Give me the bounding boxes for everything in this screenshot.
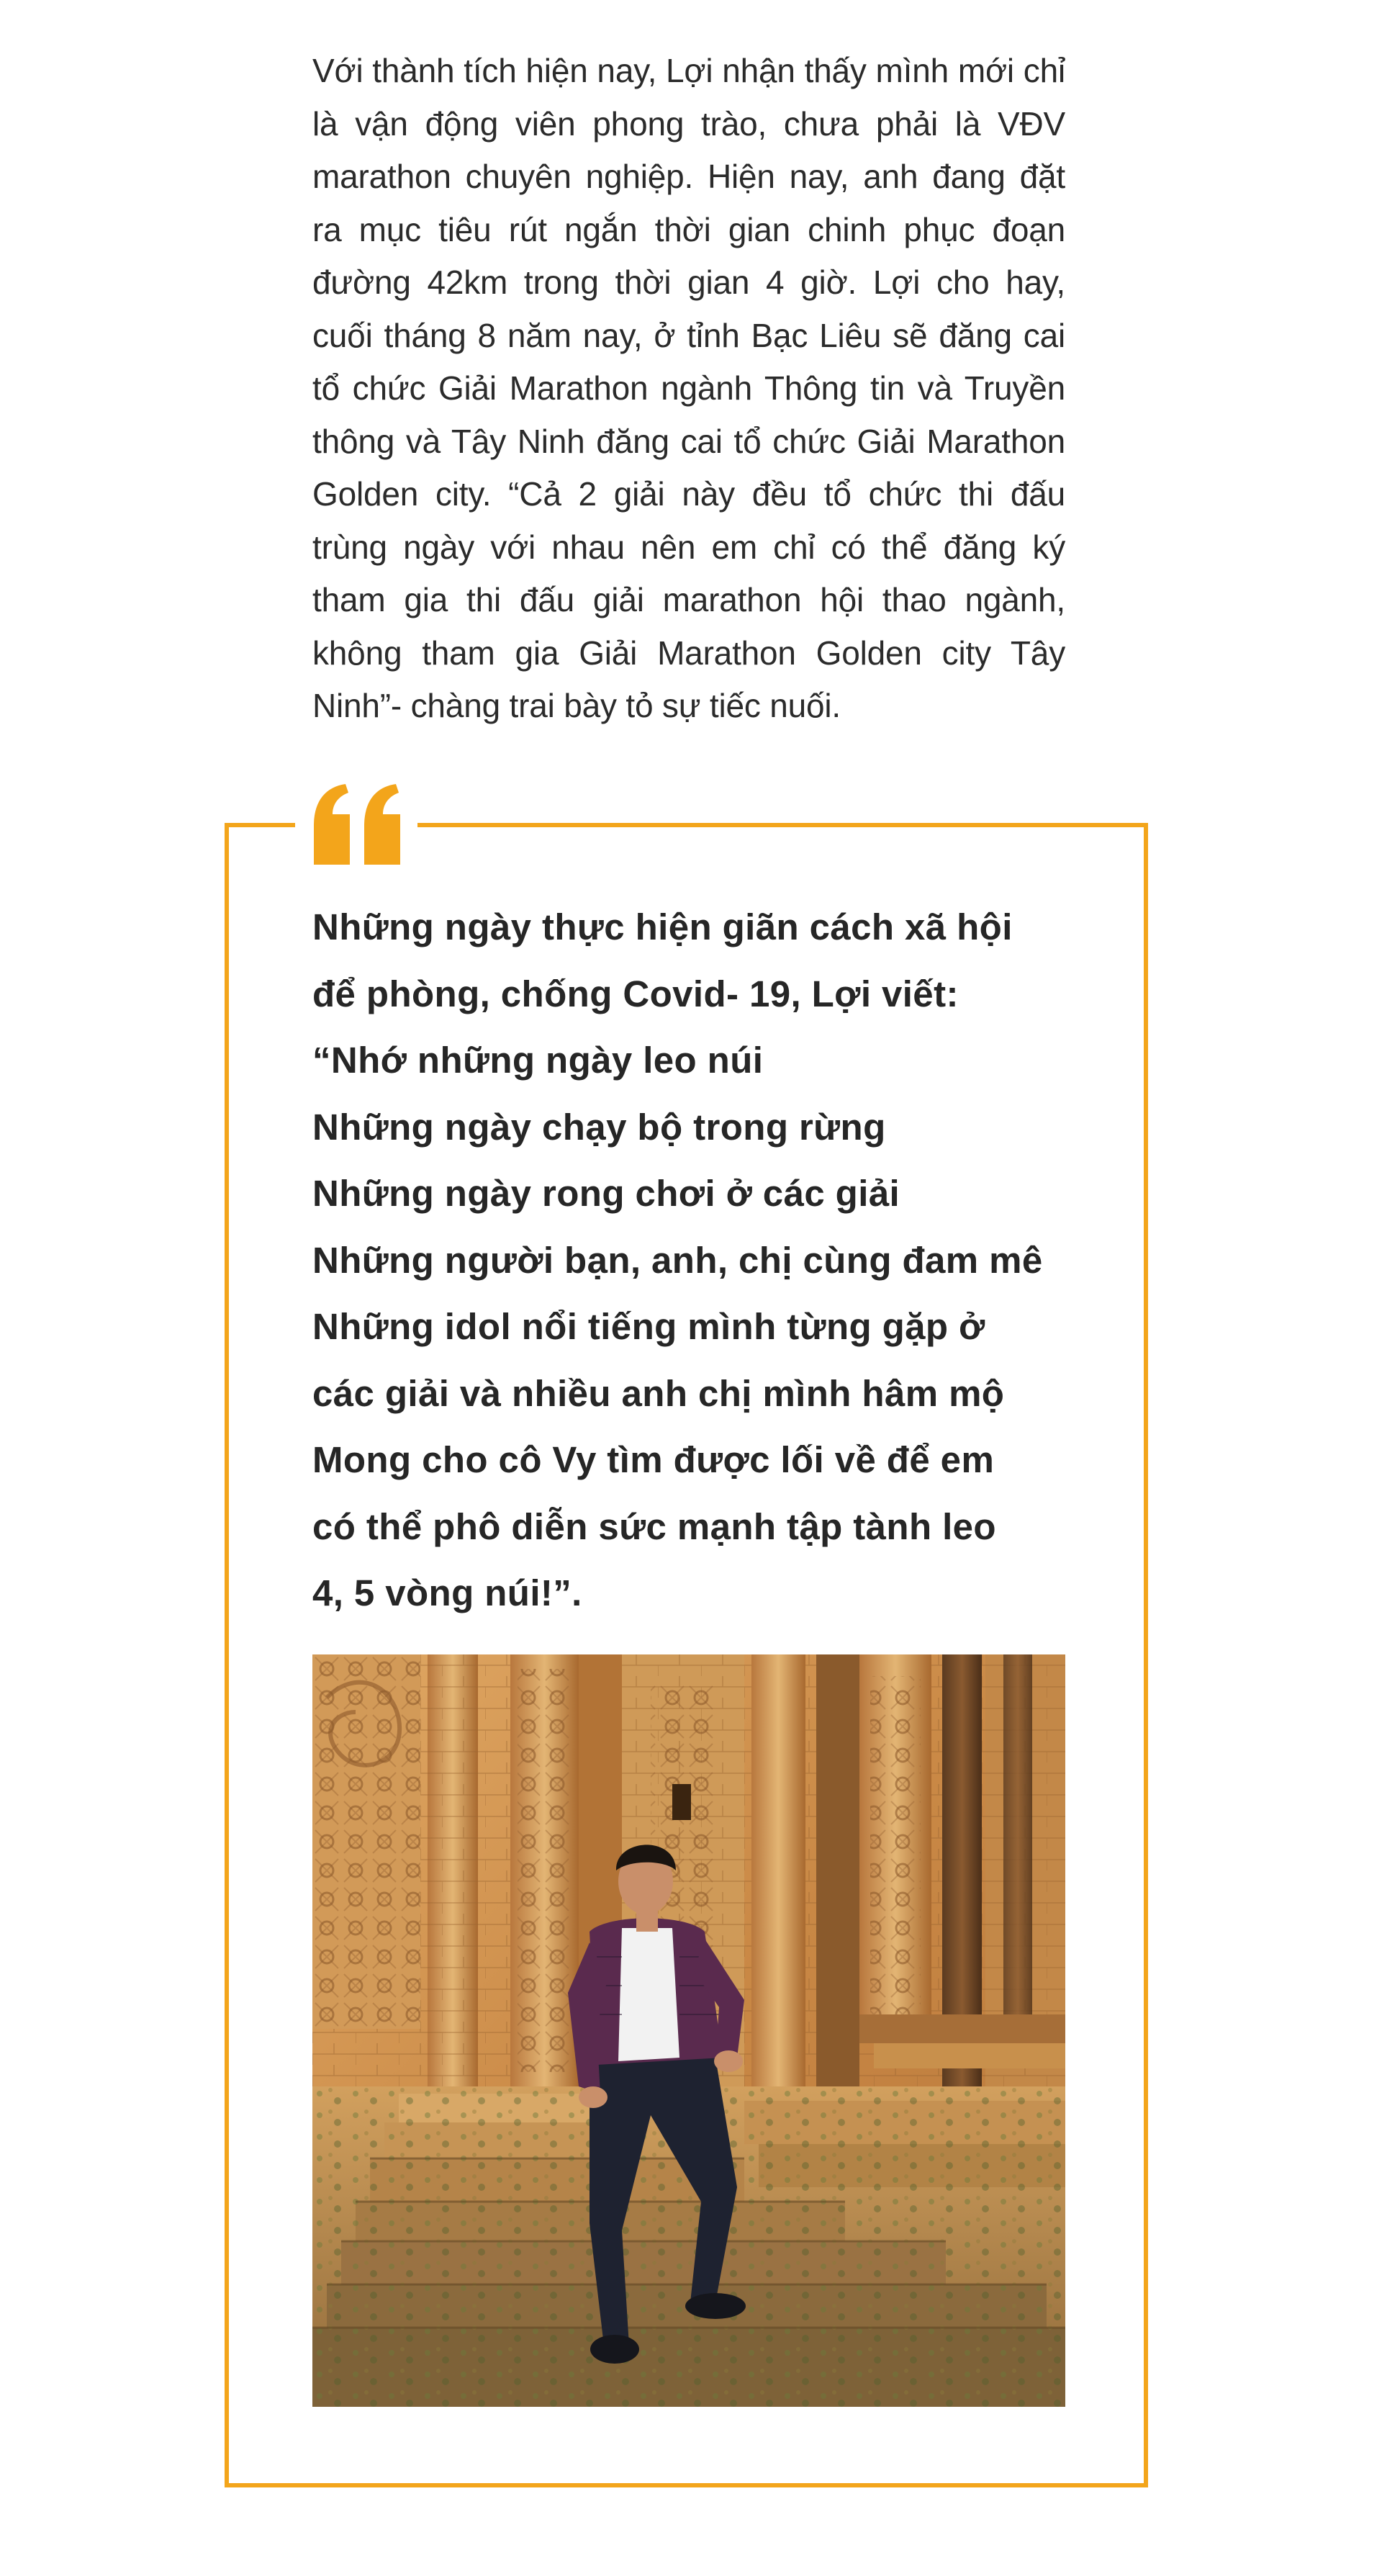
quote-line: Những ngày chạy bộ trong rừng — [312, 1106, 886, 1148]
quote-line: Mong cho cô Vy tìm được lối về để em — [312, 1439, 995, 1480]
quote-line: Những người bạn, anh, chị cùng đam mê — [312, 1239, 1043, 1281]
quote-line: Những ngày rong chơi ở các giải — [312, 1173, 900, 1214]
quote-line: để phòng, chống Covid- 19, Lợi viết: — [312, 973, 959, 1014]
quote-line: Những ngày thực hiện giãn cách xã hội — [312, 906, 1013, 947]
quote-line: “Nhớ những ngày leo núi — [312, 1040, 764, 1081]
photo-man-on-temple-steps — [312, 1654, 1065, 2407]
intro-paragraph: Với thành tích hiện nay, Lợi nhận thấy mình mới chỉ là vận động viên phong trào, chưa phải là VĐV marathon chuyên nghiệp. Hiện nay, anh đang đặt ra mục tiêu rút ngắn thời gian chinh phục đoạn đường 42km trong thời gian 4 giờ. Lợi cho hay, cuối tháng 8 năm nay, ở tỉnh Bạc Liêu sẽ đăng cai tổ chức Giải Marathon ngành Thông tin và Truyền thông và Tây Ninh đăng cai tổ chức Giải Marathon Golden city. “Cả 2 giải này đều tổ chức thi đấu trùng ngày với nhau nên em chỉ có thể đăng ký tham gia thi đấu giải marathon hội thao ngành, không tham gia Giải Marathon Golden city Tây Ninh”- chàng trai bày tỏ sự tiếc nuối. — [312, 52, 1065, 724]
quote-line: có thể phô diễn sức mạnh tập tành leo — [312, 1505, 996, 1547]
quote-mark-icon — [308, 781, 409, 868]
quote-text — [312, 894, 1065, 1627]
quote-line: 4, 5 vòng núi!”. — [312, 1572, 582, 1613]
quote-line: các giải và nhiều anh chị mình hâm mộ — [312, 1372, 1005, 1414]
quote-line: Những idol nổi tiếng mình từng gặp ở — [312, 1306, 985, 1347]
